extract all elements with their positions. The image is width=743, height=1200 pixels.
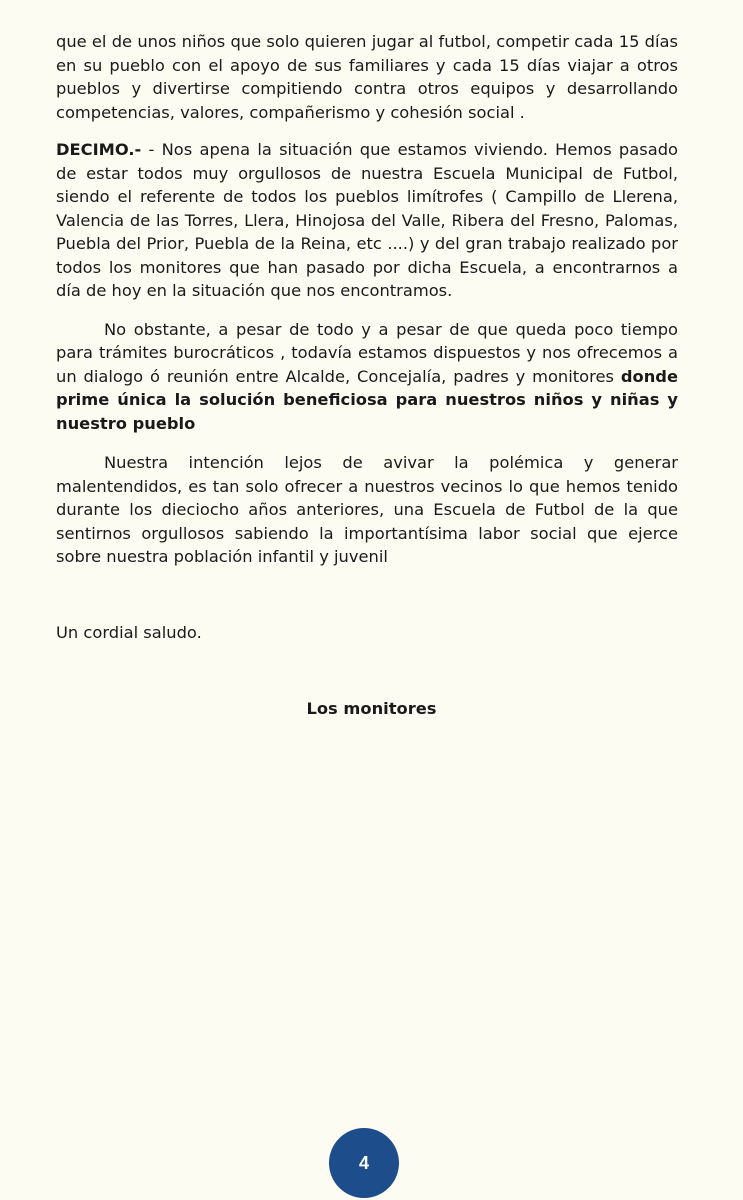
signature: Los monitores (306, 699, 437, 718)
paragraph-intention: Nuestra intención lejos de avivar la polémica y generar malentendidos, es tan solo ofrecer a nuestros vecinos lo que hemos tenido durante los dieciocho años anteriores, una Escuela de Futbol de la que sentirnos orgullosos sabiendo la importantísima labor social que ejerce sobre nuestra población infantil y juvenil (56, 453, 678, 566)
paragraph-intro: que el de unos niños que solo quieren jugar al futbol, competir cada 15 días en su pueblo con el apoyo de sus familiares y cada 15 días viajar a otros pueblos y divertirse compitiendo contra otros equipos y desarrollando competencias, valores, compañerismo y cohesión social . (56, 32, 678, 122)
closing-greeting: Un cordial saludo. (56, 623, 202, 642)
page-number-badge: 4 (329, 1128, 399, 1198)
document-body (56, 30, 678, 569)
paragraph-offer-emphasis: donde prime única la solución beneficiosa para nuestros niños y niñas y nuestro pueblo (56, 366, 678, 433)
section-heading-decimo: DECIMO.- (56, 140, 142, 159)
paragraph-decimo (56, 138, 678, 303)
paragraph-decimo-text: - Nos apena la situación que estamos viviendo. Hemos pasado de estar todos muy orgullosos de nuestra Escuela Municipal de Futbol, siendo el referente de todos los pueblos limítrofes ( Campillo de Llerena, Valencia de las Torres, Llera, Hinojosa del Valle, Ribera del Fresno, Palomas, Puebla del Prior, Puebla de la Reina, etc ....) y del gran trabajo realizado por todos los monitores que han pasado por dicha Escuela, a encontrarnos a día de hoy en la situación que nos encontramos. (56, 140, 678, 300)
paragraph-offer (56, 318, 678, 436)
paragraph-offer-text: No obstante, a pesar de todo y a pesar de que queda poco tiempo para trámites burocráticos , todavía estamos dispuestos y nos ofrecemos a un dialogo ó reunión entre Alcalde, Concejalía, padres y monitores (56, 319, 678, 386)
